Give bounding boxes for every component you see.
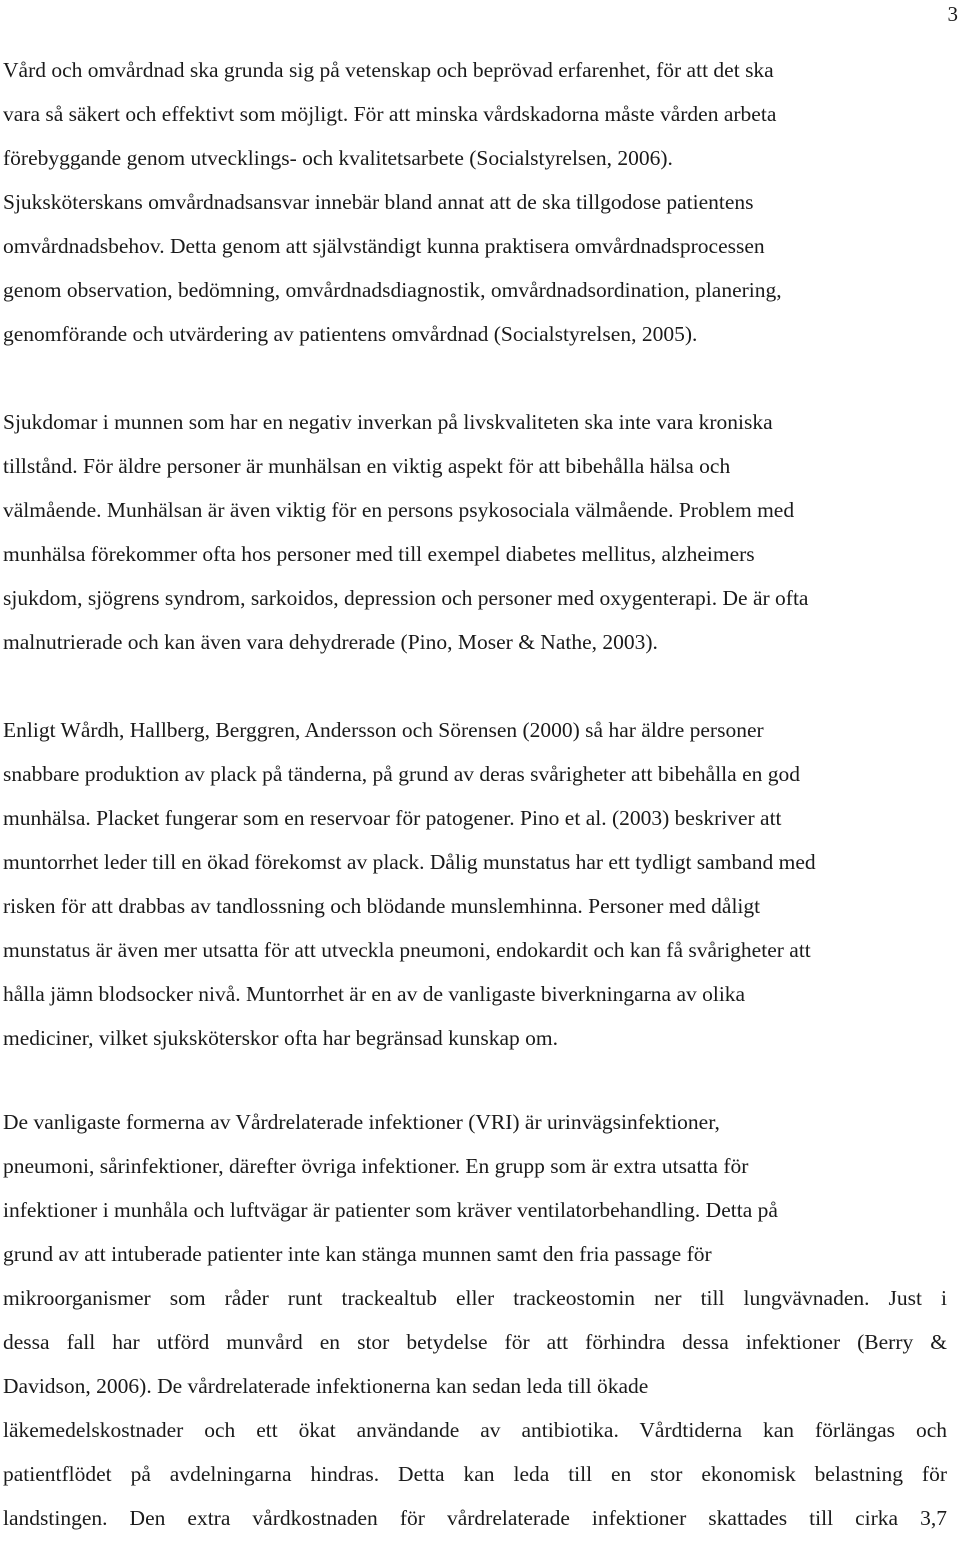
text-line: förebyggande genom utvecklings- och kvalitetsarbete (Socialstyrelsen, 2006). <box>3 146 673 170</box>
text-line: Enligt Wårdh, Hallberg, Berggren, Andersson och Sörensen (2000) så har äldre personer <box>3 718 764 742</box>
text-line: munhälsa. Placket fungerar som en reservoar för patogener. Pino et al. (2003) beskriver att <box>3 806 782 830</box>
text-line: mediciner, vilket sjuksköterskor ofta har begränsad kunskap om. <box>3 1026 559 1050</box>
text-line: risken för att drabbas av tandlossning och blödande munslemhinna. Personer med dåligt <box>3 894 761 918</box>
text-line: munstatus är även mer utsatta för att utveckla pneumoni, endokardit och kan få svårigheter att <box>3 938 811 962</box>
text-line: dessa fall har utförd munvård en stor betydelse för att förhindra dessa infektioner (Berry & <box>3 1330 947 1354</box>
text-line: hålla jämn blodsocker nivå. Muntorrhet är en av de vanligaste biverkningarna av olika <box>3 982 746 1006</box>
text-line: patientflödet på avdelningarna hindras. Detta kan leda till en stor ekonomisk belastning för <box>3 1462 947 1486</box>
text-line: malnutrierade och kan även vara dehydrerade (Pino, Moser & Nathe, 2003). <box>3 630 658 654</box>
text-line: läkemedelskostnader och ett ökat användande av antibiotika. Vårdtiderna kan förlängas och <box>3 1418 947 1442</box>
text-line: pneumoni, sårinfektioner, därefter övriga infektioner. En grupp som är extra utsatta för <box>3 1154 749 1178</box>
text-line: mikroorganismer som råder runt trackealtub eller trackeostomin ner till lungvävnaden. Just i <box>3 1286 947 1310</box>
text-line: infektioner i munhåla och luftvägar är patienter som kräver ventilatorbehandling. Detta på <box>3 1198 778 1222</box>
text-line: grund av att intuberade patienter inte kan stänga munnen samt den fria passage för <box>3 1242 712 1266</box>
text-line: munhälsa förekommer ofta hos personer med till exempel diabetes mellitus, alzheimers <box>3 542 755 566</box>
text-line: Vård och omvårdnad ska grunda sig på vetenskap och beprövad erfarenhet, för att det ska <box>3 58 774 82</box>
text-line: sjukdom, sjögrens syndrom, sarkoidos, depression och personer med oxygenterapi. De är ofta <box>3 586 809 610</box>
text-line: Sjukdomar i munnen som har en negativ inverkan på livskvaliteten ska inte vara kroniska <box>3 410 773 434</box>
text-line: omvårdnadsbehov. Detta genom att självständigt kunna praktisera omvårdnadsprocessen <box>3 234 765 258</box>
text-line: Davidson, 2006). De vårdrelaterade infektionerna kan sedan leda till ökade <box>3 1374 649 1398</box>
text-line: landstingen. Den extra vårdkostnaden för vårdrelaterade infektioner skattades till cirka 3,7 <box>3 1506 947 1530</box>
text-line: genomförande och utvärdering av patientens omvårdnad (Socialstyrelsen, 2005). <box>3 322 698 346</box>
text-line: snabbare produktion av plack på tänderna, på grund av deras svårigheter att bibehålla en god <box>3 762 800 786</box>
text-line: tillstånd. För äldre personer är munhälsan en viktig aspekt för att bibehålla hälsa och <box>3 454 731 478</box>
text-line: välmående. Munhälsan är även viktig för en persons psykosociala välmående. Problem med <box>3 498 795 522</box>
text-line: genom observation, bedömning, omvårdnadsdiagnostik, omvårdnadsordination, planering, <box>3 278 782 302</box>
text-line: De vanligaste formerna av Vårdrelaterade infektioner (VRI) är urinvägsinfektioner, <box>3 1110 720 1134</box>
page-number: 3 <box>947 2 958 26</box>
text-line: Sjuksköterskans omvårdnadsansvar innebär bland annat att de ska tillgodose patientens <box>3 190 754 214</box>
text-line: muntorrhet leder till en ökad förekomst av plack. Dålig munstatus har ett tydligt samband med <box>3 850 816 874</box>
text-line: vara så säkert och effektivt som möjligt. För att minska vårdskadorna måste vården arbeta <box>3 102 777 126</box>
